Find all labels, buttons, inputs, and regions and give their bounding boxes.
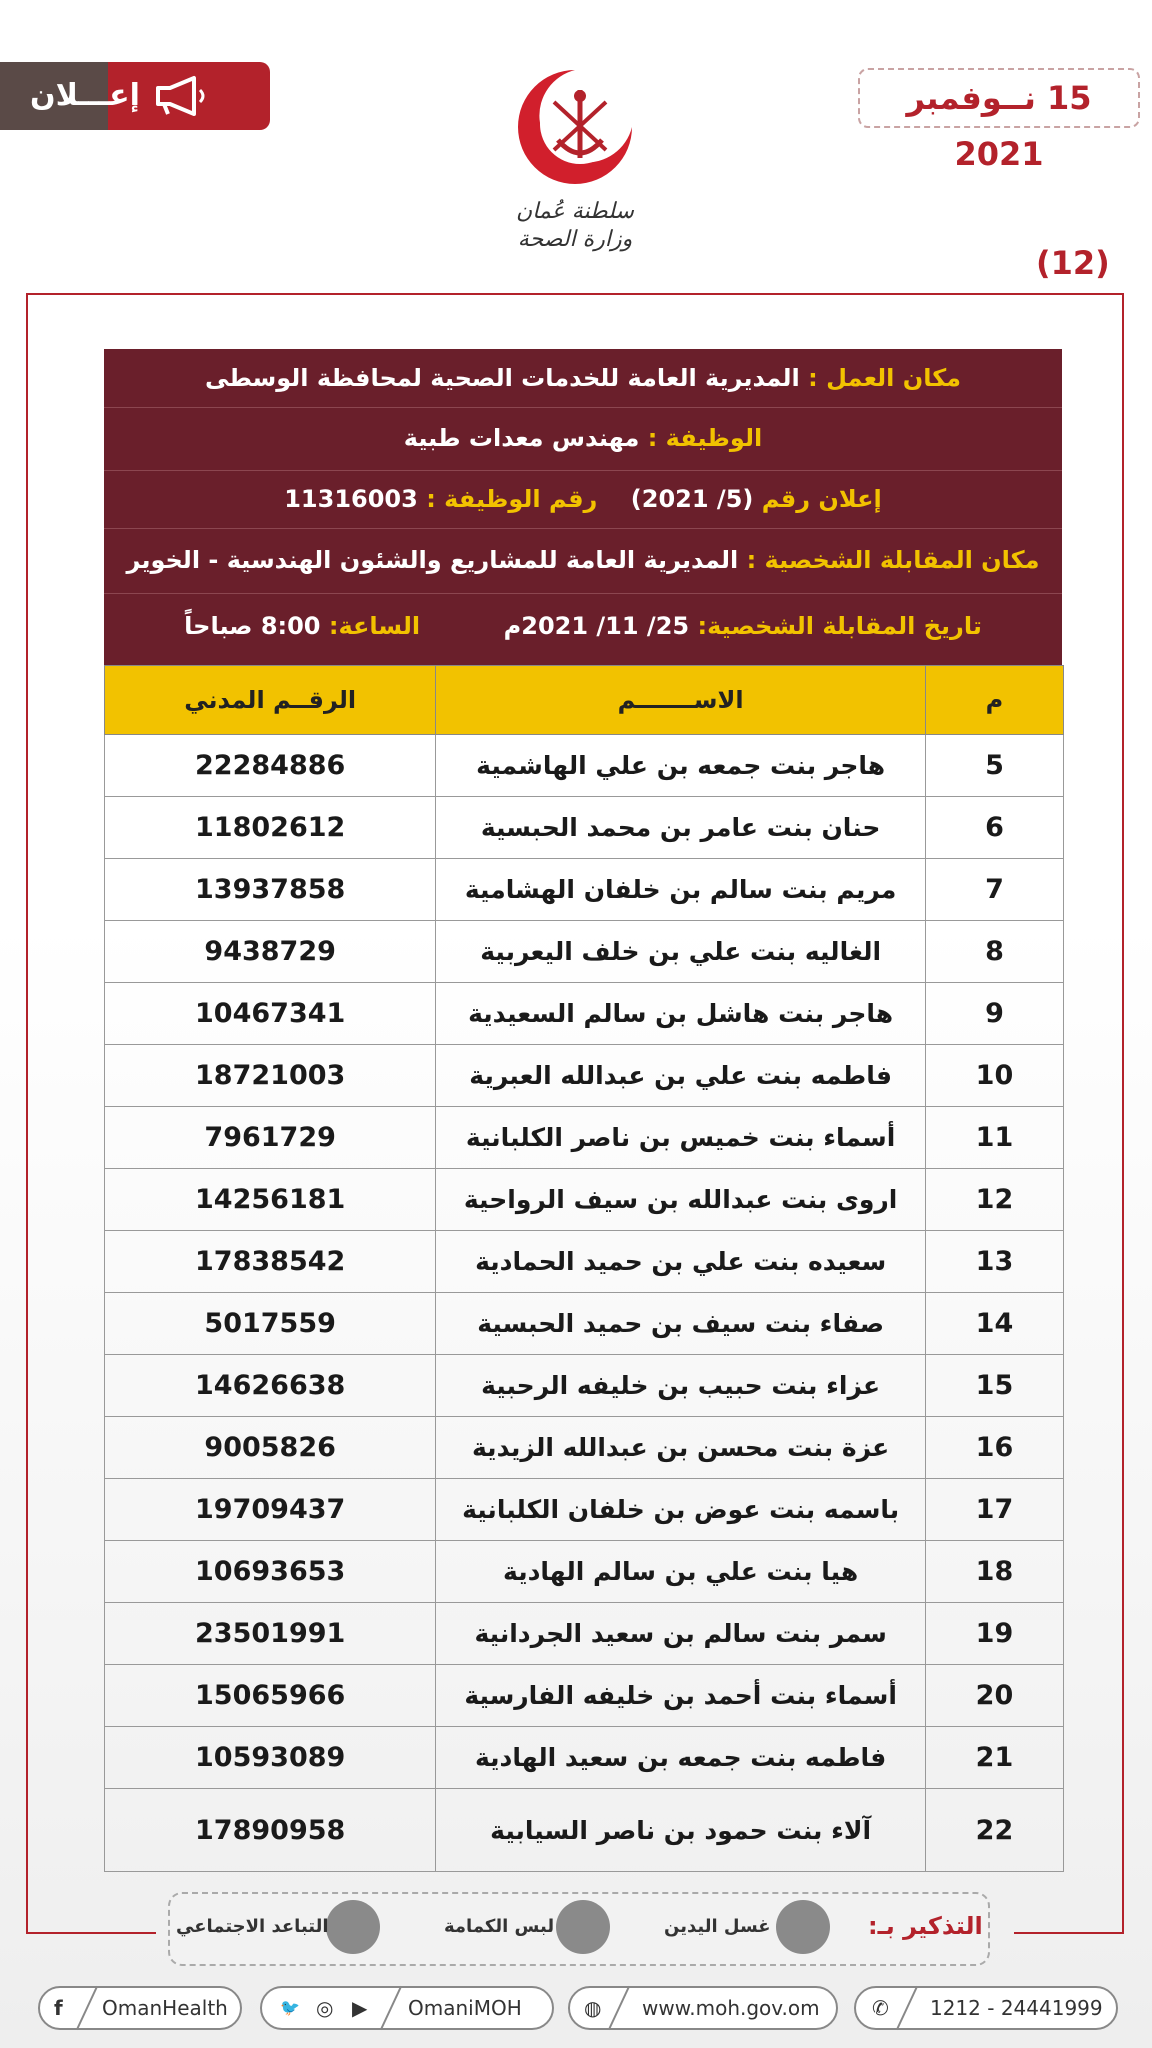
row-civil-id: 10593089 <box>105 1727 436 1789</box>
interview-date-label: تاريخ المقابلة الشخصية: <box>697 612 982 640</box>
social-links[interactable] <box>260 1986 554 2030</box>
phone-icon: ✆ <box>872 1996 889 2020</box>
table-row <box>105 921 1064 983</box>
youtube-icon: ▶ <box>352 1996 368 2020</box>
table-row <box>105 1417 1064 1479</box>
divider <box>380 1986 402 2030</box>
interview-place-label: مكان المقابلة الشخصية : <box>746 546 1040 574</box>
logo-text-line2: وزارة الصحة <box>517 227 633 252</box>
row-civil-id: 10467341 <box>105 983 436 1045</box>
interview-place-value: المديرية العامة للمشاريع والشئون الهندسية - الخوير <box>126 546 739 574</box>
row-name: عزاء بنت حبيب بن خليفه الرحبية <box>436 1355 926 1417</box>
row-name: هاجر بنت هاشل بن سالم السعيدية <box>436 983 926 1045</box>
candidates-table <box>104 665 1064 1872</box>
social-distance-icon <box>326 1900 380 1954</box>
row-number: 8 <box>925 921 1063 983</box>
website-url: www.moh.gov.om <box>642 1996 820 2020</box>
row-civil-id: 19709437 <box>105 1479 436 1541</box>
interview-date-value: 25/ 11/ 2021م <box>503 612 690 640</box>
frame-line <box>26 1932 156 1934</box>
frame-line <box>1014 1932 1124 1934</box>
job-number-value: 11316003 <box>284 485 418 513</box>
row-civil-id: 13937858 <box>105 859 436 921</box>
instagram-icon: ◎ <box>316 1996 334 2020</box>
column-header: الاســـــــم <box>436 666 926 735</box>
row-number: 14 <box>925 1293 1063 1355</box>
megaphone-icon <box>150 74 216 118</box>
row-name: عزة بنت محسن بن عبدالله الزيدية <box>436 1417 926 1479</box>
row-name: أسماء بنت خميس بن ناصر الكلبانية <box>436 1107 926 1169</box>
row-civil-id: 5017559 <box>105 1293 436 1355</box>
social-handle: OmaniMOH <box>408 1996 522 2020</box>
globe-icon: ◍ <box>584 1996 602 2020</box>
ad-row <box>104 470 1062 529</box>
row-name: سمر بنت سالم بن سعيد الجردانية <box>436 1603 926 1665</box>
reminder-item-distance: التباعد الاجتماعي <box>176 1916 329 1937</box>
row-name: صفاء بنت سيف بن حميد الحبسية <box>436 1293 926 1355</box>
table-body <box>105 735 1064 1872</box>
table-row <box>105 1479 1064 1541</box>
workplace-row <box>104 349 1062 408</box>
divider <box>76 1986 98 2030</box>
time-label: الساعة: <box>328 612 421 640</box>
frame-line <box>1122 293 1124 1933</box>
table-row <box>105 1045 1064 1107</box>
logo-text-line1: سلطنة عُمان <box>516 199 634 224</box>
row-civil-id: 22284886 <box>105 735 436 797</box>
row-number: 13 <box>925 1231 1063 1293</box>
table-row <box>105 1665 1064 1727</box>
facebook-link[interactable] <box>38 1986 242 2030</box>
row-name: فاطمه بنت علي بن عبدالله العبرية <box>436 1045 926 1107</box>
row-civil-id: 14256181 <box>105 1169 436 1231</box>
row-number: 16 <box>925 1417 1063 1479</box>
workplace-label: مكان العمل : <box>808 364 962 392</box>
row-number: 17 <box>925 1479 1063 1541</box>
row-number: 10 <box>925 1045 1063 1107</box>
row-name: سعيده بنت علي بن حميد الحمادية <box>436 1231 926 1293</box>
row-civil-id: 7961729 <box>105 1107 436 1169</box>
table-row <box>105 797 1064 859</box>
table-row <box>105 1355 1064 1417</box>
reminder-item-mask: لبس الكمامة <box>444 1916 555 1937</box>
page-number: (12) <box>1036 244 1110 282</box>
row-civil-id: 11802612 <box>105 797 436 859</box>
table-row <box>105 983 1064 1045</box>
divider <box>608 1986 630 2030</box>
table-row <box>105 1727 1064 1789</box>
row-name: هيا بنت علي بن سالم الهادية <box>436 1541 926 1603</box>
row-civil-id: 17890958 <box>105 1789 436 1872</box>
facebook-icon: f <box>54 1996 63 2020</box>
row-civil-id: 14626638 <box>105 1355 436 1417</box>
table-row <box>105 859 1064 921</box>
table-row <box>105 1541 1064 1603</box>
table-row <box>105 1231 1064 1293</box>
job-value: مهندس معدات طبية <box>403 424 640 452</box>
announce-label: إعـــلان <box>30 78 140 113</box>
row-civil-id: 17838542 <box>105 1231 436 1293</box>
job-label: الوظيفة : <box>647 424 763 452</box>
ad-label: إعلان رقم <box>761 485 882 513</box>
row-number: 11 <box>925 1107 1063 1169</box>
table-row <box>105 1789 1064 1872</box>
facebook-handle: OmanHealth <box>102 1996 228 2020</box>
announcement-tag <box>0 62 270 130</box>
table-row <box>105 1169 1064 1231</box>
ad-value: (5/ 2021) <box>630 485 754 513</box>
row-name: حنان بنت عامر بن محمد الحبسية <box>436 797 926 859</box>
row-number: 19 <box>925 1603 1063 1665</box>
row-number: 6 <box>925 797 1063 859</box>
row-number: 20 <box>925 1665 1063 1727</box>
column-header: الرقــم المدني <box>105 666 436 735</box>
frame-line <box>26 293 1124 295</box>
row-civil-id: 9005826 <box>105 1417 436 1479</box>
interview-date-row <box>104 593 1062 665</box>
row-number: 15 <box>925 1355 1063 1417</box>
divider <box>896 1986 918 2030</box>
job-info-panel <box>104 349 1062 665</box>
table-row <box>105 1603 1064 1665</box>
row-name: اروى بنت عبدالله بن سيف الرواحية <box>436 1169 926 1231</box>
phone-link[interactable] <box>854 1986 1118 2030</box>
row-name: فاطمه بنت جمعه بن سعيد الهادية <box>436 1727 926 1789</box>
reminder-item-handwash: غسل اليدين <box>664 1916 771 1937</box>
twitter-icon: 🐦 <box>280 1998 300 2017</box>
table-header-row <box>105 666 1064 735</box>
table-row <box>105 1293 1064 1355</box>
ministry-logo-icon <box>510 62 640 192</box>
column-header: م <box>925 666 1063 735</box>
row-civil-id: 15065966 <box>105 1665 436 1727</box>
row-name: آلاء بنت حمود بن ناصر السيابية <box>436 1789 926 1872</box>
row-name: الغاليه بنت علي بن خلف اليعربية <box>436 921 926 983</box>
row-number: 12 <box>925 1169 1063 1231</box>
row-name: أسماء بنت أحمد بن خليفه الفارسية <box>436 1665 926 1727</box>
row-number: 5 <box>925 735 1063 797</box>
website-link[interactable] <box>568 1986 838 2030</box>
row-number: 21 <box>925 1727 1063 1789</box>
row-number: 22 <box>925 1789 1063 1872</box>
table-row <box>105 1107 1064 1169</box>
time-value: 8:00 صباحاً <box>184 612 321 640</box>
face-mask-icon <box>556 1900 610 1954</box>
row-number: 9 <box>925 983 1063 1045</box>
row-name: مريم بنت سالم بن خلفان الهشامية <box>436 859 926 921</box>
date-badge: 15 نــوفمبر 2021 <box>858 68 1140 128</box>
row-civil-id: 9438729 <box>105 921 436 983</box>
interview-place-row <box>104 528 1062 594</box>
logo-text <box>490 198 660 254</box>
phone-number: 1212 - 24441999 <box>930 1996 1103 2020</box>
table-row <box>105 735 1064 797</box>
hand-wash-icon <box>776 1900 830 1954</box>
row-name: باسمه بنت عوض بن خلفان الكلبانية <box>436 1479 926 1541</box>
row-civil-id: 18721003 <box>105 1045 436 1107</box>
row-civil-id: 10693653 <box>105 1541 436 1603</box>
job-number-label: رقم الوظيفة : <box>426 485 598 513</box>
job-row <box>104 407 1062 471</box>
row-name: هاجر بنت جمعه بن علي الهاشمية <box>436 735 926 797</box>
reminder-title: التذكير بـ: <box>868 1912 983 1940</box>
frame-line <box>26 293 28 1933</box>
row-number: 18 <box>925 1541 1063 1603</box>
row-number: 7 <box>925 859 1063 921</box>
row-civil-id: 23501991 <box>105 1603 436 1665</box>
workplace-value: المديرية العامة للخدمات الصحية لمحافظة الوسطى <box>204 364 800 392</box>
